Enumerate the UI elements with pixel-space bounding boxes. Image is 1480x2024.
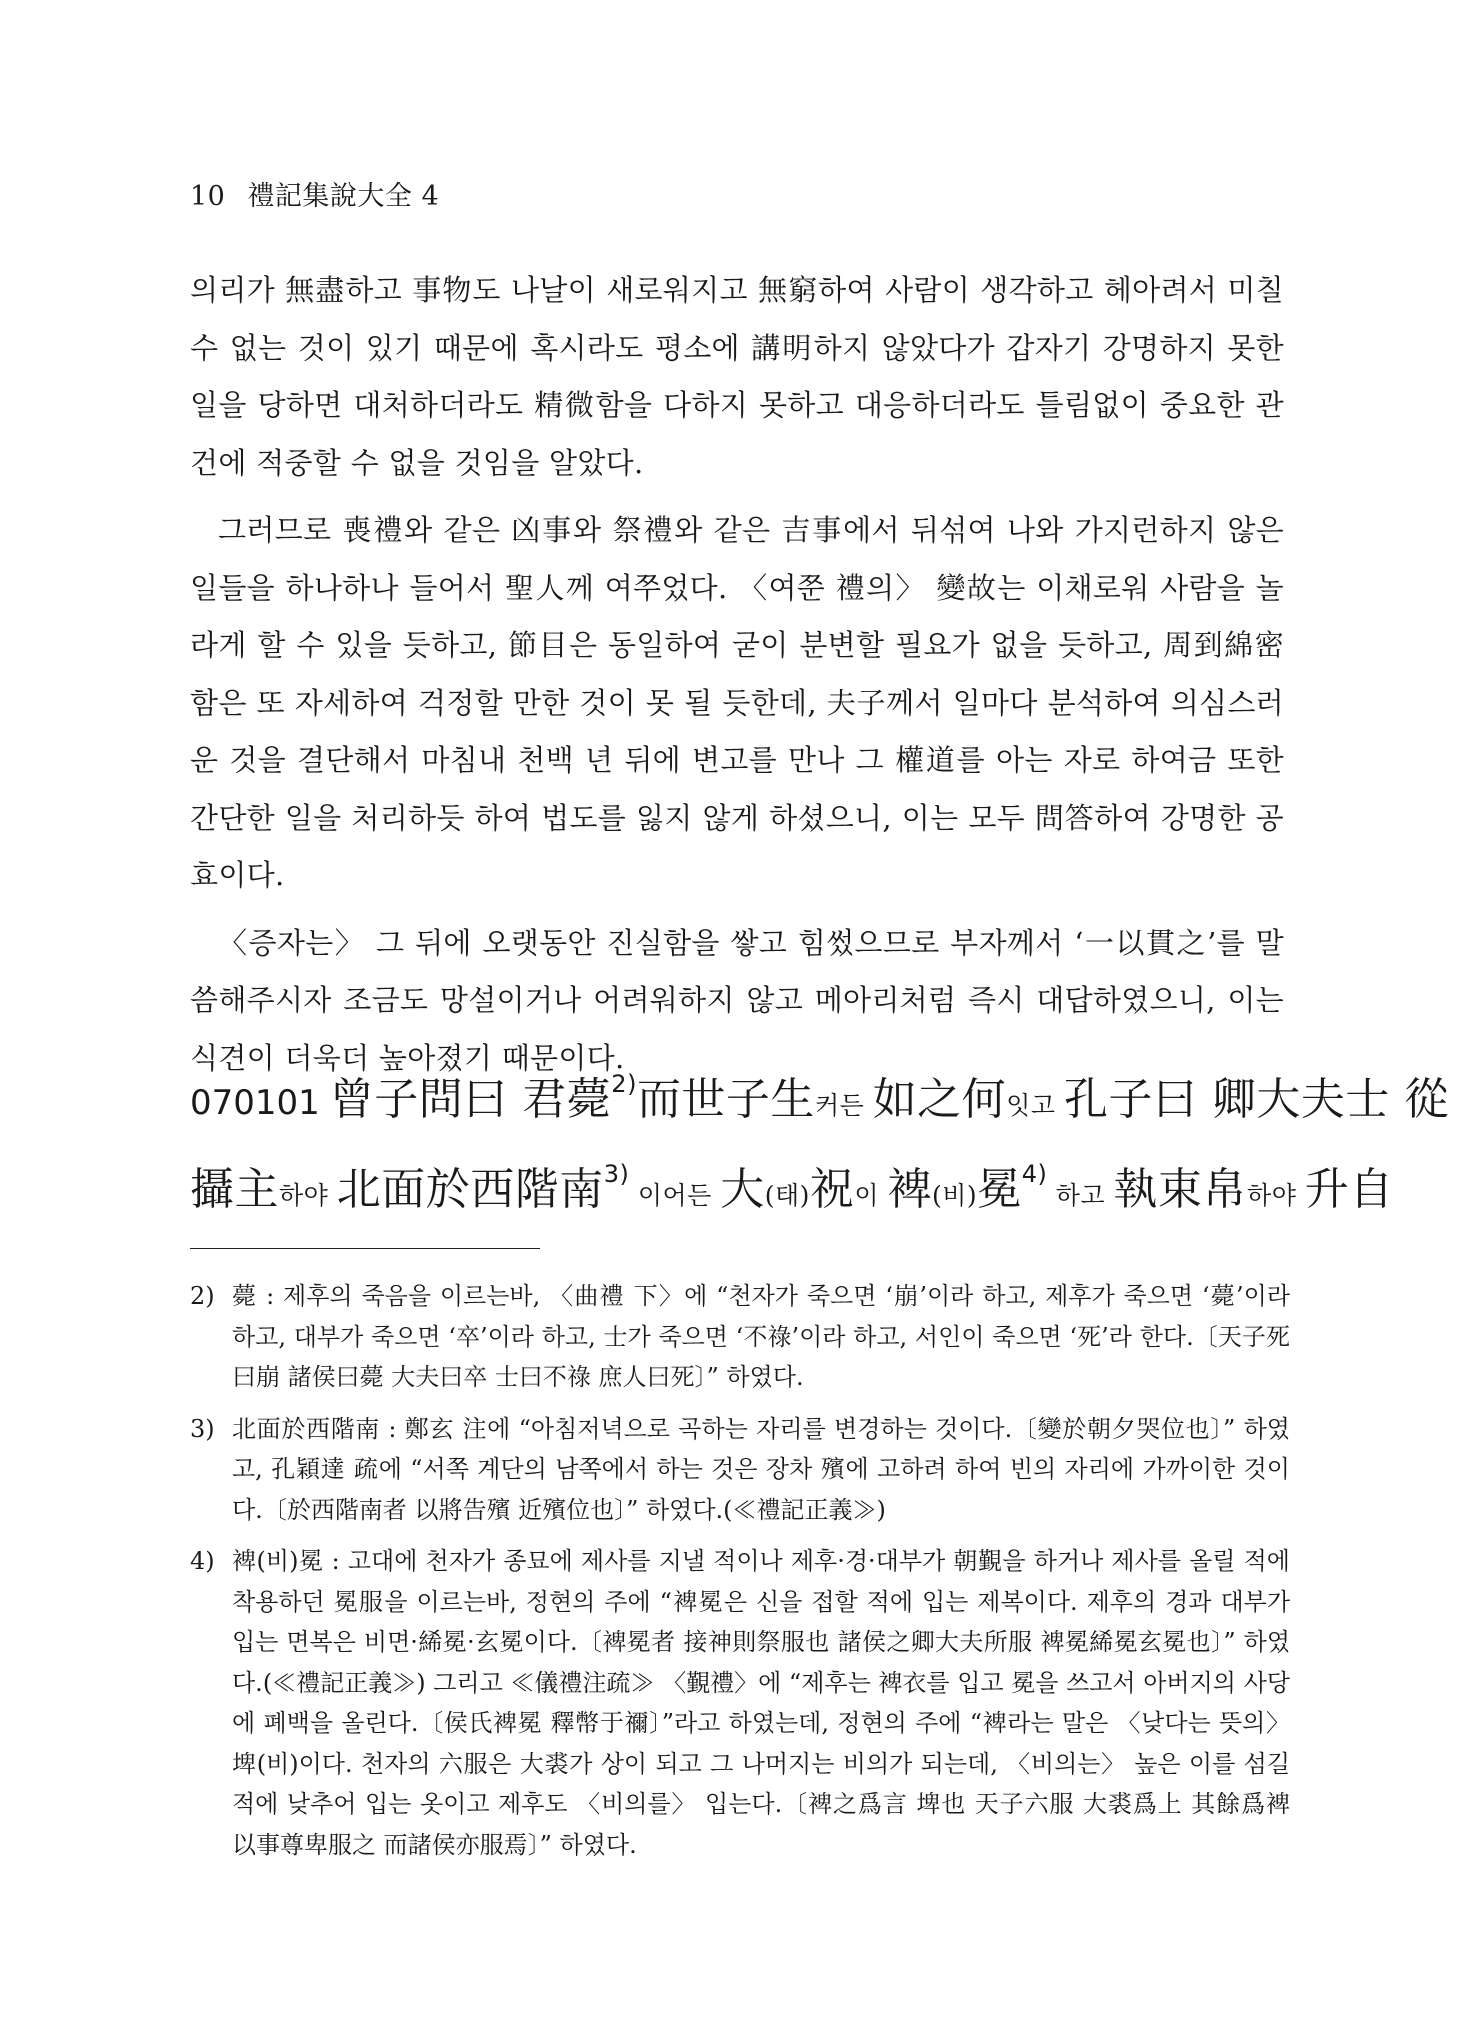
footnotes <box>190 1276 1290 1876</box>
passage-number: 070101 <box>190 1083 320 1123</box>
footnote-label: 4) <box>190 1547 215 1575</box>
classic-line-1 <box>190 1058 1449 1148</box>
footnote-label: 3) <box>190 1414 215 1443</box>
gloss-particle: 하야 <box>1247 1181 1305 1210</box>
footnote <box>190 1409 1290 1531</box>
footnote-text: 北面於西階南 : 鄭玄 注에 “아침저녁으로 곡하는 자리를 변경하는 것이다.〔變於朝夕哭位也〕” 하였고, 孔穎達 疏에 “서쪽 계단의 남쪽에서 하는 것은 장차 殯에 고하려 하여 빈의 자리에 가까이한 것이다.〔於西階南者 以將告殯 近殯位也〕” 하였다.(≪禮記正義≫) <box>232 1414 1290 1524</box>
gloss-particle: 하고 <box>1047 1181 1114 1210</box>
footnote-ref: 4) <box>1021 1160 1048 1188</box>
classic-phrase: 孔子曰 卿大夫士 從 <box>1063 1074 1449 1125</box>
gloss-particle: 이어든 <box>629 1181 721 1210</box>
classic-phrase: 祝 <box>809 1164 855 1215</box>
classic-phrase: 執束帛 <box>1113 1164 1248 1215</box>
footnote-divider <box>190 1248 540 1249</box>
footnote-text: 裨(비)冕 : 고대에 천자가 종묘에 제사를 지낼 적이나 제후·경·대부가 朝覲을 하거나 제사를 올릴 적에 착용하던 冕服을 이르는바, 정현의 주에 “裨冕은 신을 접할 적에 입는 제복이다. 제후의 경과 대부가 입는 면복은 비면·絺冕·玄冕이다.〔裨冕者 接神則祭服也 諸侯之卿大夫所服 裨冕絺冕玄冕也〕” 하였다.(≪禮記正義≫) 그리고 ≪儀禮注疏≫ 〈覲禮〉에 “제후는 裨衣를 입고 冕을 쓰고서 아버지의 사당에 폐백을 올린다.〔侯氏裨冕 釋幣于禰〕”라고 하였는데, 정현의 주에 “裨라는 말은 〈낮다는 뜻의〉 埤(비)이다. 천자의 六服은 大裘가 상이 되고 그 나머지는 비의가 되는데, 〈비의는〉 높은 이를 섬길 적에 낮추어 입는 옷이고 제후도 〈비의를〉 입는다.〔裨之爲言 埤也 天子六服 大裘爲上 其餘爲裨 以事尊卑服之 而諸侯亦服焉〕” 하였다. <box>232 1547 1290 1859</box>
footnote <box>190 1276 1290 1398</box>
footnote-ref: 2) <box>611 1070 637 1098</box>
gloss-particle: 하야 <box>279 1181 337 1210</box>
footnote <box>190 1541 1290 1865</box>
classic-phrase: 裨 <box>887 1164 933 1215</box>
footnote-text: 薨 : 제후의 죽음을 이르는바, 〈曲禮 下〉에 “천자가 죽으면 ‘崩’이라 하고, 제후가 죽으면 ‘薨’이라 하고, 대부가 죽으면 ‘卒’이라 하고, 士가 죽으면 ‘不祿’이라 하고, 서인이 죽으면 ‘死’라 한다.〔天子死曰崩 諸侯曰薨 大夫曰卒 士曰不祿 庶人曰死〕” 하였다. <box>232 1282 1290 1391</box>
book-title: 禮記集說大全 4 <box>247 181 440 212</box>
footnote-label: 2) <box>190 1282 215 1310</box>
paragraph: 그러므로 喪禮와 같은 凶事와 祭禮와 같은 吉事에서 뒤섞여 나와 가지런하지 않은 일들을 하나하나 들어서 聖人께 여쭈었다. 〈여쭌 禮의〉 變故는 이채로워 사람을 놀라게 할 수 있을 듯하고, 節目은 동일하여 굳이 분변할 필요가 없을 듯하고, 周到綿密함은 또 자세하여 걱정할 만한 것이 못 될 듯한데, 夫子께서 일마다 분석하여 의심스러운 것을 결단해서 마침내 천백 년 뒤에 변고를 만나 그 權道를 아는 자로 하여금 또한 간단한 일을 처리하듯 하여 법도를 잃지 않게 하셨으니, 이는 모두 問答하여 강명한 공효이다. <box>190 513 1284 892</box>
paragraph: 의리가 無盡하고 事物도 나날이 새로워지고 無窮하여 사람이 생각하고 헤아려서 미칠 수 없는 것이 있기 때문에 혹시라도 평소에 講明하지 않았다가 갑자기 강명하지 못한 일을 당하면 대처하더라도 精微함을 다하지 못하고 대응하더라도 틀림없이 중요한 관건에 적중할 수 없을 것임을 알았다. <box>190 273 1284 480</box>
gloss-particle: (태) <box>764 1181 810 1210</box>
gloss-particle: 커든 <box>814 1091 873 1120</box>
classic-phrase: 北面於西階南 <box>336 1164 604 1215</box>
classic-phrase: 曾子問曰 君薨 <box>329 1074 612 1125</box>
classic-phrase: 大 <box>720 1164 765 1215</box>
classic-phrase: 而世子生 <box>636 1074 815 1125</box>
page-number: 10 <box>190 181 226 212</box>
commentary-text <box>190 262 1284 1097</box>
classic-phrase: 升自 <box>1304 1164 1394 1215</box>
classic-phrase: 冕 <box>977 1164 1022 1215</box>
gloss-particle: (비) <box>932 1181 978 1210</box>
classic-phrase: 攝主 <box>190 1164 279 1215</box>
classic-phrase: 如之何 <box>872 1074 1007 1125</box>
gloss-particle: 잇고 <box>1006 1091 1064 1120</box>
gloss-particle: 이 <box>854 1181 888 1210</box>
paragraph: 〈증자는〉 그 뒤에 오랫동안 진실함을 쌓고 힘썼으므로 부자께서 ‘一以貫之’를 말씀해주시자 조금도 망설이거나 어려워하지 않고 메아리처럼 즉시 대답하였으니, 이는 식견이 더욱더 높아졌기 때문이다. <box>190 925 1284 1075</box>
footnote-ref: 3) <box>603 1160 630 1188</box>
page-header <box>190 174 439 213</box>
classic-line-2 <box>190 1148 1394 1238</box>
classic-text <box>190 1058 1449 1238</box>
